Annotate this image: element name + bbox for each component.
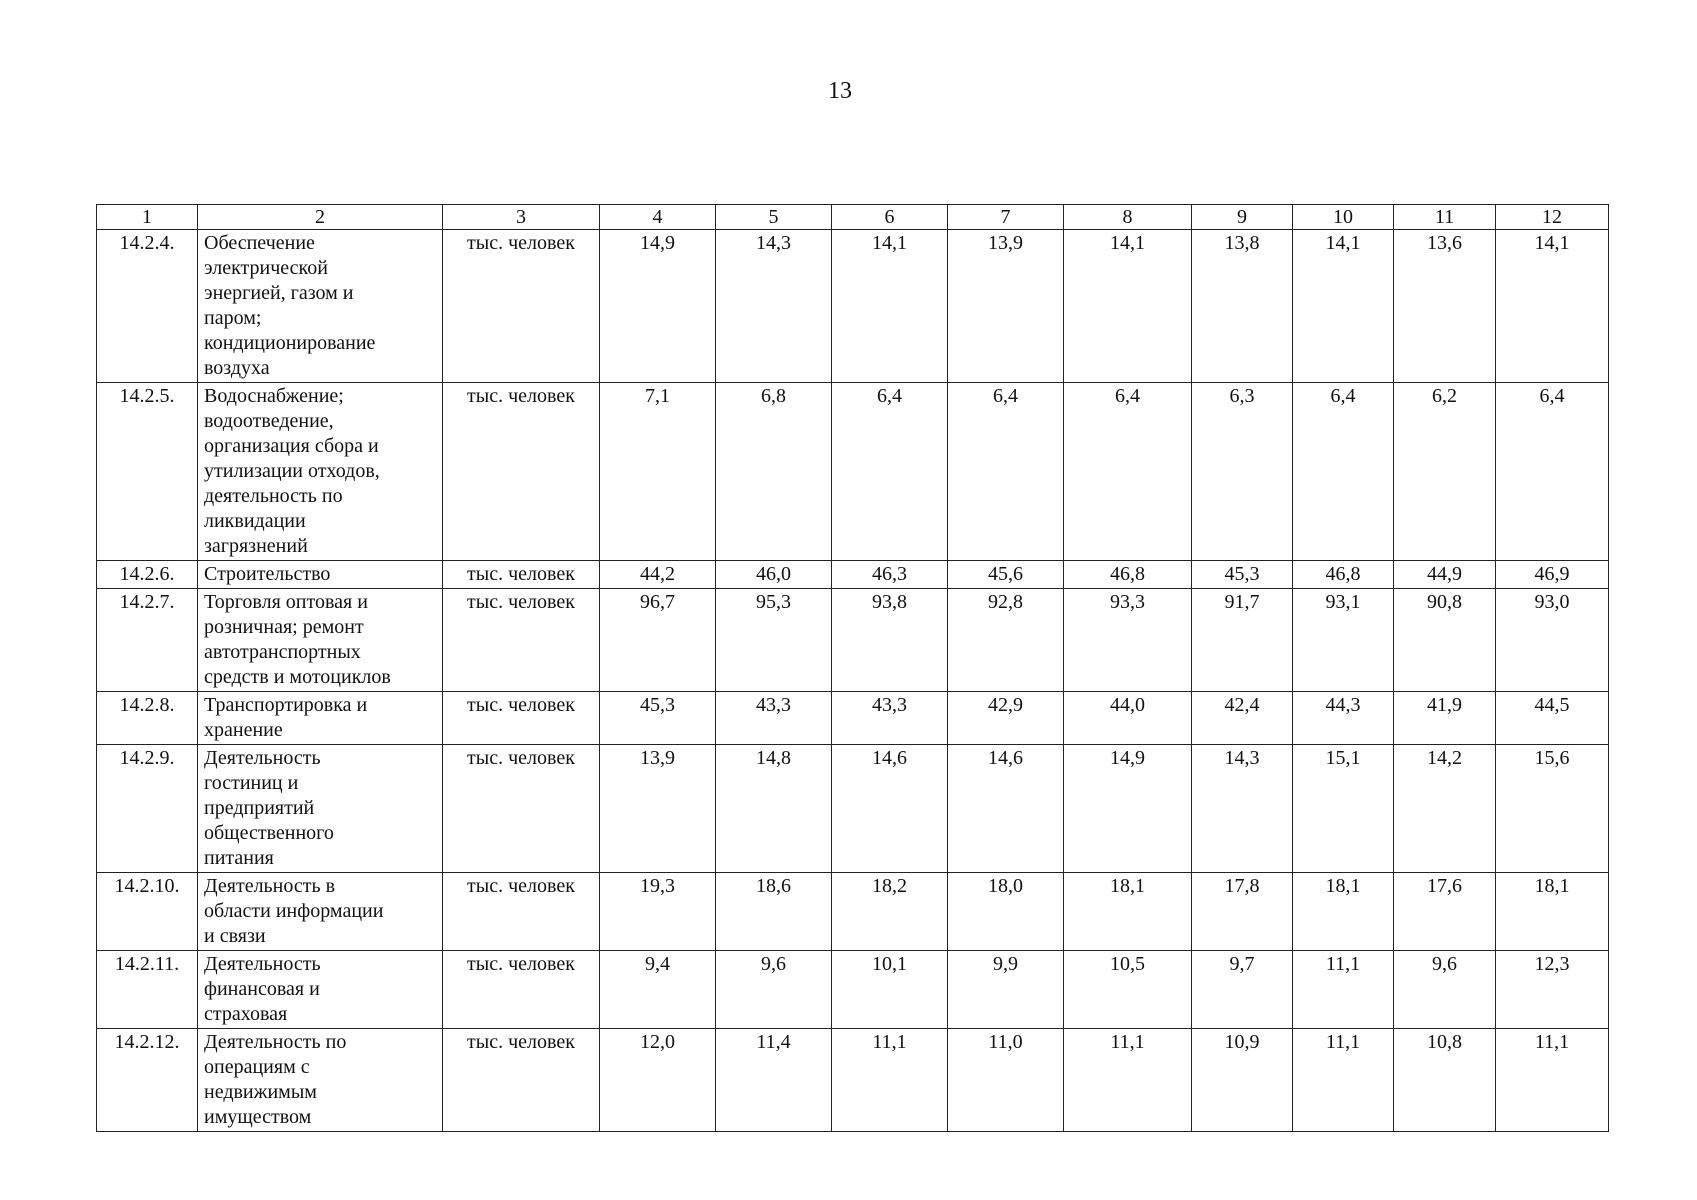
value-cell: 10,5 xyxy=(1064,951,1192,1029)
value-cell: 13,9 xyxy=(948,230,1064,383)
column-header-3: 3 xyxy=(443,205,600,230)
value-cell: 15,6 xyxy=(1496,745,1609,873)
row-name-line: Деятельность xyxy=(204,953,321,975)
row-name-line: средств и мотоциклов xyxy=(204,666,391,688)
row-name xyxy=(198,1029,443,1132)
value-cell: 6,4 xyxy=(948,383,1064,561)
value-cell: 14,1 xyxy=(832,230,948,383)
value-cell: 14,3 xyxy=(716,230,832,383)
table-row xyxy=(97,951,1609,1029)
row-code: 14.2.9. xyxy=(97,745,198,873)
table-row xyxy=(97,692,1609,745)
value-cell: 93,0 xyxy=(1496,589,1609,692)
row-name-line: Торговля оптовая и xyxy=(204,591,368,613)
value-cell: 14,9 xyxy=(600,230,716,383)
value-cell: 44,5 xyxy=(1496,692,1609,745)
header-row xyxy=(97,205,1609,230)
row-name-line: ликвидации xyxy=(204,510,306,532)
row-unit: тыс. человек xyxy=(443,745,600,873)
row-code: 14.2.11. xyxy=(97,951,198,1029)
row-name-line: утилизации отходов, xyxy=(204,460,380,482)
row-name-line: и связи xyxy=(204,925,266,947)
row-code: 14.2.5. xyxy=(97,383,198,561)
row-name xyxy=(198,873,443,951)
row-name-line: организация сбора и xyxy=(204,435,379,457)
row-name-line: общественного xyxy=(204,822,334,844)
table-body xyxy=(97,230,1609,1132)
column-header-8: 8 xyxy=(1064,205,1192,230)
value-cell: 43,3 xyxy=(716,692,832,745)
row-name-line: недвижимым xyxy=(204,1081,317,1103)
row-name-line: воздуха xyxy=(204,357,270,379)
value-cell: 14,9 xyxy=(1064,745,1192,873)
row-name-line: автотранспортных xyxy=(204,641,361,663)
value-cell: 10,8 xyxy=(1394,1029,1496,1132)
value-cell: 14,1 xyxy=(1064,230,1192,383)
row-name-line: Водоснабжение; xyxy=(204,385,344,407)
row-name-line: операциям с xyxy=(204,1056,310,1078)
value-cell: 9,4 xyxy=(600,951,716,1029)
value-cell: 9,6 xyxy=(1394,951,1496,1029)
table-row xyxy=(97,589,1609,692)
row-name-line: предприятий xyxy=(204,797,315,819)
column-header-4: 4 xyxy=(600,205,716,230)
value-cell: 14,6 xyxy=(948,745,1064,873)
row-name-line: энергией, газом и xyxy=(204,282,354,304)
value-cell: 11,1 xyxy=(832,1029,948,1132)
value-cell: 15,1 xyxy=(1293,745,1394,873)
row-name-line: загрязнений xyxy=(204,535,308,557)
row-name-line: Строительство xyxy=(204,563,331,585)
row-name-line: имуществом xyxy=(204,1106,312,1128)
value-cell: 9,7 xyxy=(1192,951,1293,1029)
value-cell: 6,4 xyxy=(1064,383,1192,561)
value-cell: 44,0 xyxy=(1064,692,1192,745)
value-cell: 90,8 xyxy=(1394,589,1496,692)
value-cell: 10,1 xyxy=(832,951,948,1029)
value-cell: 11,1 xyxy=(1496,1029,1609,1132)
value-cell: 45,3 xyxy=(1192,561,1293,589)
value-cell: 45,6 xyxy=(948,561,1064,589)
row-name xyxy=(198,589,443,692)
column-header-11: 11 xyxy=(1394,205,1496,230)
row-unit: тыс. человек xyxy=(443,383,600,561)
row-code: 14.2.4. xyxy=(97,230,198,383)
value-cell: 6,3 xyxy=(1192,383,1293,561)
row-name-line: страховая xyxy=(204,1003,288,1025)
column-header-6: 6 xyxy=(832,205,948,230)
value-cell: 14,6 xyxy=(832,745,948,873)
row-name-line: питания xyxy=(204,847,274,869)
row-unit: тыс. человек xyxy=(443,230,600,383)
value-cell: 14,2 xyxy=(1394,745,1496,873)
row-name xyxy=(198,692,443,745)
value-cell: 93,8 xyxy=(832,589,948,692)
value-cell: 10,9 xyxy=(1192,1029,1293,1132)
row-code: 14.2.6. xyxy=(97,561,198,589)
row-code: 14.2.7. xyxy=(97,589,198,692)
value-cell: 6,2 xyxy=(1394,383,1496,561)
value-cell: 43,3 xyxy=(832,692,948,745)
table-row xyxy=(97,230,1609,383)
row-name-line: области информации xyxy=(204,900,384,922)
value-cell: 42,9 xyxy=(948,692,1064,745)
row-name-line: паром; xyxy=(204,307,262,329)
value-cell: 9,6 xyxy=(716,951,832,1029)
value-cell: 46,8 xyxy=(1064,561,1192,589)
table-header xyxy=(97,205,1609,230)
row-name-line: финансовая и xyxy=(204,978,320,1000)
value-cell: 46,9 xyxy=(1496,561,1609,589)
row-name-line: Деятельность xyxy=(204,747,321,769)
value-cell: 13,9 xyxy=(600,745,716,873)
row-code: 14.2.10. xyxy=(97,873,198,951)
value-cell: 44,2 xyxy=(600,561,716,589)
value-cell: 46,3 xyxy=(832,561,948,589)
row-unit: тыс. человек xyxy=(443,873,600,951)
value-cell: 12,0 xyxy=(600,1029,716,1132)
row-name-line: Обеспечение xyxy=(204,232,315,254)
row-name-line: электрической xyxy=(204,257,328,279)
row-name xyxy=(198,561,443,589)
value-cell: 95,3 xyxy=(716,589,832,692)
value-cell: 44,9 xyxy=(1394,561,1496,589)
table-row xyxy=(97,745,1609,873)
value-cell: 18,1 xyxy=(1496,873,1609,951)
value-cell: 11,4 xyxy=(716,1029,832,1132)
row-name-line: деятельность по xyxy=(204,485,343,507)
value-cell: 7,1 xyxy=(600,383,716,561)
value-cell: 92,8 xyxy=(948,589,1064,692)
row-name-line: хранение xyxy=(204,719,283,741)
row-name xyxy=(198,745,443,873)
row-unit: тыс. человек xyxy=(443,1029,600,1132)
value-cell: 6,4 xyxy=(1496,383,1609,561)
value-cell: 11,1 xyxy=(1064,1029,1192,1132)
value-cell: 6,4 xyxy=(1293,383,1394,561)
value-cell: 14,1 xyxy=(1496,230,1609,383)
value-cell: 91,7 xyxy=(1192,589,1293,692)
row-name xyxy=(198,951,443,1029)
value-cell: 17,8 xyxy=(1192,873,1293,951)
value-cell: 17,6 xyxy=(1394,873,1496,951)
row-name-line: кондиционирование xyxy=(204,332,376,354)
column-header-2: 2 xyxy=(198,205,443,230)
value-cell: 45,3 xyxy=(600,692,716,745)
value-cell: 18,0 xyxy=(948,873,1064,951)
value-cell: 9,9 xyxy=(948,951,1064,1029)
row-name-line: Транспортировка и xyxy=(204,694,368,716)
value-cell: 14,3 xyxy=(1192,745,1293,873)
value-cell: 44,3 xyxy=(1293,692,1394,745)
value-cell: 93,1 xyxy=(1293,589,1394,692)
data-table xyxy=(96,204,1609,1132)
row-name-line: розничная; ремонт xyxy=(204,616,364,638)
table-row xyxy=(97,873,1609,951)
column-header-5: 5 xyxy=(716,205,832,230)
row-unit: тыс. человек xyxy=(443,589,600,692)
value-cell: 18,1 xyxy=(1293,873,1394,951)
row-code: 14.2.8. xyxy=(97,692,198,745)
value-cell: 6,8 xyxy=(716,383,832,561)
table-row xyxy=(97,561,1609,589)
value-cell: 13,6 xyxy=(1394,230,1496,383)
row-name xyxy=(198,230,443,383)
column-header-7: 7 xyxy=(948,205,1064,230)
value-cell: 46,8 xyxy=(1293,561,1394,589)
column-header-1: 1 xyxy=(97,205,198,230)
column-header-9: 9 xyxy=(1192,205,1293,230)
value-cell: 13,8 xyxy=(1192,230,1293,383)
row-unit: тыс. человек xyxy=(443,951,600,1029)
row-name xyxy=(198,383,443,561)
value-cell: 96,7 xyxy=(600,589,716,692)
value-cell: 41,9 xyxy=(1394,692,1496,745)
row-code: 14.2.12. xyxy=(97,1029,198,1132)
value-cell: 19,3 xyxy=(600,873,716,951)
column-header-10: 10 xyxy=(1293,205,1394,230)
row-name-line: водоотведение, xyxy=(204,410,334,432)
value-cell: 11,0 xyxy=(948,1029,1064,1132)
value-cell: 12,3 xyxy=(1496,951,1609,1029)
value-cell: 14,8 xyxy=(716,745,832,873)
value-cell: 93,3 xyxy=(1064,589,1192,692)
value-cell: 18,1 xyxy=(1064,873,1192,951)
value-cell: 14,1 xyxy=(1293,230,1394,383)
value-cell: 18,6 xyxy=(716,873,832,951)
value-cell: 11,1 xyxy=(1293,1029,1394,1132)
table-row xyxy=(97,383,1609,561)
value-cell: 46,0 xyxy=(716,561,832,589)
value-cell: 11,1 xyxy=(1293,951,1394,1029)
row-name-line: Деятельность в xyxy=(204,875,336,897)
value-cell: 42,4 xyxy=(1192,692,1293,745)
row-unit: тыс. человек xyxy=(443,692,600,745)
row-name-line: Деятельность по xyxy=(204,1031,347,1053)
page-number: 13 xyxy=(828,78,852,104)
value-cell: 18,2 xyxy=(832,873,948,951)
row-unit: тыс. человек xyxy=(443,561,600,589)
value-cell: 6,4 xyxy=(832,383,948,561)
column-header-12: 12 xyxy=(1496,205,1609,230)
row-name-line: гостиниц и xyxy=(204,772,299,794)
table-row xyxy=(97,1029,1609,1132)
